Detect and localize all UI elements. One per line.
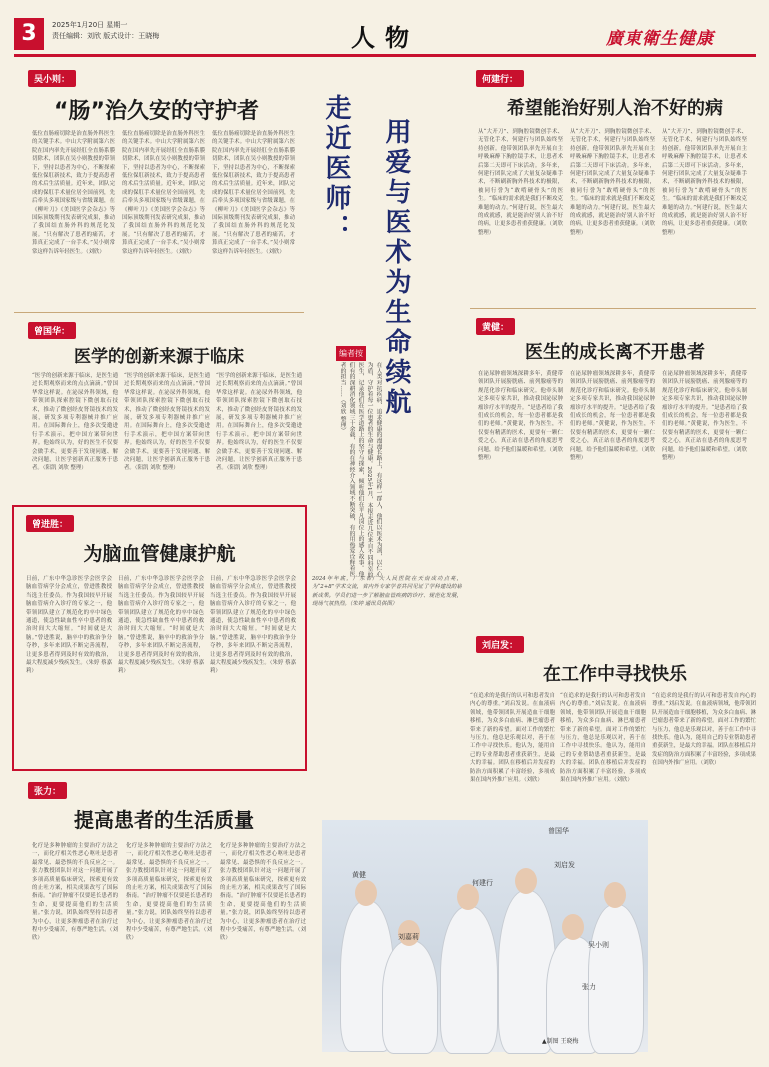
doctor-name-label: 刘嘉莉 xyxy=(398,933,419,941)
article-zeng-js xyxy=(12,505,307,771)
doctor-figure xyxy=(382,940,438,1054)
feature-title-left: 走近医师： xyxy=(321,94,351,244)
article-body: 日前，广东中华急诊医学会医学会脑血管病学分会成立，曾进胜教授当选主任委员。作为我国较早开展脑血管病介入诊疗的专家之一，他带领团队建立了规范化的卒中绿色通道，使急性缺血性卒中患者的救治时间大大缩短。“时间就是大脑。”曾进胜说，脑卒中的救治争分夺秒，多年来团队不断完善流程，让更多患者得到及时有效的救治，最大程度减少残疾发生。（朱婷 蔡嘉莉） xyxy=(26,576,112,675)
photo-credit: ▲制图 王晓梅 xyxy=(542,1038,579,1045)
article-tag: 何建行： xyxy=(476,70,524,87)
section-title: 人物 xyxy=(351,23,419,52)
doctor-face xyxy=(604,882,626,908)
article-headline: 医学的创新来源于临床 xyxy=(74,347,244,367)
article-body: 低位直肠癌切除是治直肠外科医生的关键手术。中山大学附属第六医院在国内率先开展经肛全直肠系膜切除术，团队在吴小则教授的带领下，坚持以患者为中心，不断探索低位保肛新技术，致力于提高患者的术后生活质量。近年来，团队完成的保肛手术量位居全国前列，先后牵头多项国家级与省级课题，在《柳叶刀》《美国医学会杂志》等国际顶级期刊发表研究成果，推动了我国结直肠外科的规范化发展。“只有解决了患者的痛苦，才算真正完成了一台手术。”吴小则常常这样告诉年轻医生。（刘欣） xyxy=(32,131,115,255)
masthead-text: 廣東衛生健康 xyxy=(606,29,714,49)
article-tag: 黄健： xyxy=(476,318,515,335)
article-body: 化疗是多种肿瘤的主要治疗方法之一，而化疗相关性恶心呕吐是患者最常见、最恐惧的不良反应之一。张力教授团队针对这一问题开展了多项高质量临床研究，探索更有效的止吐方案，相关成果改写了国际指南。“治疗肿瘤不仅要延长患者的生命，更要提高他们的生活质量。”张力说，团队始终坚持以患者为中心，让更多肿瘤患者在治疗过程中少受痛苦，有尊严地生活。（刘欣） xyxy=(220,843,306,942)
feature-photo-caption: 2024年年底，广东省广大人民医院在天南成功点亮，为“2+8”学术交流，省内外专家学者共同见证了学科建设的崭新成果。学员们进一步了解脑血管疾病的诊疗、规范化发展，现场气氛热烈。（朱婷 通讯员供图） xyxy=(312,576,462,608)
doctor-name-label: 何建行 xyxy=(472,879,493,887)
article-body: 从“大开刀”、到胸腔镜微创手术、无管化手术，何建行与团队始终坚持创新。他带领团队率先开展自主呼吸麻醉下胸腔镜手术，让患者术后第二天即可下床活动。多年来，何建行团队完成了大量复杂疑难手术，不断刷新胸外科技术的极限，被同行誉为“敢啃硬骨头”的医生。“临床的需求就是我们不断攻克难题的动力。”何建行说，医生最大的成就感，就是能治好别人治不好的病，让更多患者重获健康。（刘欣 整理） xyxy=(478,129,563,236)
doctor-name-label: 吴小则 xyxy=(588,941,609,949)
article-headline: 医生的成长离不开患者 xyxy=(525,342,705,363)
article-body: 化疗是多种肿瘤的主要治疗方法之一，而化疗相关性恶心呕吐是患者最常见、最恐惧的不良反应之一。张力教授团队针对这一问题开展了多项高质量临床研究，探索更有效的止吐方案，相关成果改写了国际指南。“治疗肿瘤不仅要延长患者的生命，更要提高他们的生活质量。”张力说，团队始终坚持以患者为中心，让更多肿瘤患者在治疗过程中少受痛苦，有尊严地生活。（刘欣） xyxy=(126,843,212,942)
article-headline: 在工作中寻找快乐 xyxy=(543,664,687,685)
article-body: 在泌尿肿瘤领域深耕多年，黄健带领团队开展膀胱癌、前列腺癌等的规范化诊疗和临床研究。他牵头制定多项专家共识，推动我国泌尿肿瘤诊疗水平的提升。“是患者给了我们成长的机会，每一位患者都是我们的老师。”黄健说，作为医生，不仅要有精湛的医术，更要有一颗仁爱之心，真正站在患者的角度思考问题，给予他们温暖和希望。（刘欣 整理） xyxy=(662,371,747,462)
article-body: “医学的创新来源于临床，是医生通过长期观察而来的点点滴滴。”曾国华常这样说。在泌尿外科领域，他带领团队探索腔镜下微创取石技术，推动了微创经皮肾镜技术的发展，研发多项专利器械并推广应用。在国际舞台上，他多次受邀进行手术演示，把中国方案带向世界。他始终认为，好的医生不仅要会做手术，更要善于发现问题、解决问题，让医学创新真正服务于患者。（阳凯 刘欣 整理） xyxy=(216,373,302,472)
article-body: “在追求的是我行的认可和患者发自内心的尊重。”刘启发说。在血液病领域，他带领团队开展造血干细胞移植，为众多白血病、淋巴瘤患者带来了新的希望。面对工作的繁忙与压力，他总是乐观以对，善于在工作中寻找快乐。他认为，能用自己的专业帮助患者重获新生，是最大的幸福。团队在移植后并发症的防治方面积累了丰富经验，多项成果在国内外推广应用。（刘欣） xyxy=(652,693,756,767)
editor-note-tag xyxy=(336,346,366,361)
article-body: 低位直肠癌切除是治直肠外科医生的关键手术。中山大学附属第六医院在国内率先开展经肛全直肠系膜切除术，团队在吴小则教授的带领下，坚持以患者为中心，不断探索低位保肛新技术，致力于提高患者的术后生活质量。近年来，团队完成的保肛手术量位居全国前列，先后牵头多项国家级与省级课题，在《柳叶刀》《美国医学会杂志》等国际顶级期刊发表研究成果，推动了我国结直肠外科的规范化发展。“只有解决了患者的痛苦，才算真正完成了一台手术。”吴小则常常这样告诉年轻医生。（刘欣） xyxy=(212,131,295,255)
article-body: “在追求的是我行的认可和患者发自内心的尊重。”刘启发说。在血液病领域，他带领团队开展造血干细胞移植，为众多白血病、淋巴瘤患者带来了新的希望。面对工作的繁忙与压力，他总是乐观以对，善于在工作中寻找快乐。他认为，能用自己的专业帮助患者重获新生，是最大的幸福。团队在移植后并发症的防治方面积累了丰富经验，多项成果在国内外推广应用。（刘欣） xyxy=(560,693,646,784)
article-body: 从“大开刀”、到胸腔镜微创手术、无管化手术，何建行与团队始终坚持创新。他带领团队率先开展自主呼吸麻醉下胸腔镜手术，让患者术后第二天即可下床活动。多年来，何建行团队完成了大量复杂疑难手术，不断刷新胸外科技术的极限，被同行誉为“敢啃硬骨头”的医生。“临床的需求就是我们不断攻克难题的动力。”何建行说，医生最大的成就感，就是能治好别人治不好的病，让更多患者重获健康。（刘欣 整理） xyxy=(570,129,655,236)
article-body: 化疗是多种肿瘤的主要治疗方法之一，而化疗相关性恶心呕吐是患者最常见、最恐惧的不良反应之一。张力教授团队针对这一问题开展了多项高质量临床研究，探索更有效的止吐方案，相关成果改写了国际指南。“治疗肿瘤不仅要延长患者的生命，更要提高他们的生活质量。”张力说，团队始终坚持以患者为中心，让更多肿瘤患者在治疗过程中少受痛苦，有尊严地生活。（刘欣） xyxy=(32,843,118,942)
header-divider xyxy=(14,54,756,57)
article-body: “在追求的是我行的认可和患者发自内心的尊重。”刘启发说。在血液病领域，他带领团队开展造血干细胞移植，为众多白血病、淋巴瘤患者带来了新的希望。面对工作的繁忙与压力，他总是乐观以对，善于在工作中寻找快乐。他认为，能用自己的专业帮助患者重获新生，是最大的幸福。团队在移植后并发症的防治方面积累了丰富经验，多项成果在国内外推广应用。（刘欣） xyxy=(470,693,555,784)
article-wu xyxy=(14,64,299,309)
editor-note-text: 编者按 xyxy=(339,349,363,358)
article-zeng-gh xyxy=(14,316,304,472)
article-headline: 提高患者的生活质量 xyxy=(74,808,254,832)
article-headline: 为脑血管健康护航 xyxy=(83,543,236,565)
article-zhang xyxy=(14,776,314,1056)
article-tag: 曾进胜： xyxy=(26,515,74,532)
doctors-group-photo xyxy=(322,820,648,1052)
article-body: 日前，广东中华急诊医学会医学会脑血管病学分会成立，曾进胜教授当选主任委员。作为我国较早开展脑血管病介入诊疗的专家之一，他带领团队建立了规范化的卒中绿色通道，使急性缺血性卒中患者的救治时间大大缩短。“时间就是大脑。”曾进胜说，脑卒中的救治争分夺秒，多年来团队不断完善流程，让更多患者得到及时有效的救治，最大程度减少残疾发生。（朱婷 蔡嘉莉） xyxy=(118,576,204,675)
divider xyxy=(14,312,304,313)
editor-note-body: 在人类对抗疾病、追求健康的漫漫长路上，有这样一群人，他们以医术为剑，以仁心为盾，守护着每一位患者的生命与健康。2025年1月，本报走近几位来自不同科室的医生，记录他们在医学道路上的坚守与探索，倾听他们在平凡岗位上的感人故事。他们有的深耕消化领域三十余载，有的在神经介入领域不断突破，有的用热爱诠释着医者的担当……（刘欣 整理） xyxy=(339,362,381,578)
article-body: “医学的创新来源于临床，是医生通过长期观察而来的点点滴滴。”曾国华常这样说。在泌尿外科领域，他带领团队探索腔镜下微创取石技术，推动了微创经皮肾镜技术的发展，研发多项专利器械并推广应用。在国际舞台上，他多次受邀进行手术演示，把中国方案带向世界。他始终认为，好的医生不仅要会做手术，更要善于发现问题、解决问题，让医学创新真正服务于患者。（阳凯 刘欣 整理） xyxy=(32,373,118,472)
doctor-figure xyxy=(440,906,498,1054)
masthead-logo xyxy=(606,24,756,49)
article-body: 从“大开刀”、到胸腔镜微创手术、无管化手术，何建行与团队始终坚持创新。他带领团队率先开展自主呼吸麻醉下胸腔镜手术，让患者术后第二天即可下床活动。多年来，何建行团队完成了大量复杂疑难手术，不断刷新胸外科技术的极限，被同行誉为“敢啃硬骨头”的医生。“临床的需求就是我们不断攻克难题的动力。”何建行说，医生最大的成就感，就是能治好别人治不好的病，让更多患者重获健康。（刘欣 整理） xyxy=(662,129,747,236)
doctor-face xyxy=(515,868,537,894)
article-body: 低位直肠癌切除是治直肠外科医生的关键手术。中山大学附属第六医院在国内率先开展经肛全直肠系膜切除术，团队在吴小则教授的带领下，坚持以患者为中心，不断探索低位保肛新技术，致力于提高患者的术后生活质量。近年来，团队完成的保肛手术量位居全国前列，先后牵头多项国家级与省级课题，在《柳叶刀》《美国医学会杂志》等国际顶级期刊发表研究成果，推动了我国结直肠外科的规范化发展。“只有解决了患者的痛苦，才算真正完成了一台手术。”吴小则常常这样告诉年轻医生。（刘欣） xyxy=(122,131,205,255)
divider xyxy=(470,308,756,309)
article-tag: 吴小则： xyxy=(28,70,76,87)
article-tag: 曾国华： xyxy=(28,322,76,339)
doctor-name-label: 曾国华 xyxy=(548,827,569,835)
doctor-figure xyxy=(588,904,644,1054)
article-headline: 希望能治好别人治不好的病 xyxy=(507,98,723,119)
article-tag: 刘启发： xyxy=(476,636,524,653)
editor-line: 责任编辑：刘欣 版式设计：王晓梅 xyxy=(52,32,160,40)
article-body: “医学的创新来源于临床，是医生通过长期观察而来的点点滴滴。”曾国华常这样说。在泌尿外科领域，他带领团队探索腔镜下微创取石技术，推动了微创经皮肾镜技术的发展，研发多项专利器械并推广应用。在国际舞台上，他多次受邀进行手术演示，把中国方案带向世界。他始终认为，好的医生不仅要会做手术，更要善于发现问题、解决问题，让医学创新真正服务于患者。（阳凯 刘欣 整理） xyxy=(124,373,210,472)
doctor-name-label: 张力 xyxy=(582,983,596,991)
article-body: 在泌尿肿瘤领域深耕多年，黄健带领团队开展膀胱癌、前列腺癌等的规范化诊疗和临床研究。他牵头制定多项专家共识，推动我国泌尿肿瘤诊疗水平的提升。“是患者给了我们成长的机会，每一位患者都是我们的老师。”黄健说，作为医生，不仅要有精湛的医术，更要有一颗仁爱之心，真正站在患者的角度思考问题，给予他们温暖和希望。（刘欣 整理） xyxy=(570,371,655,462)
article-huang xyxy=(470,312,760,512)
article-he xyxy=(470,64,760,309)
article-headline: “肠”治久安的守护者 xyxy=(54,99,259,124)
article-body: 日前，广东中华急诊医学会医学会脑血管病学分会成立，曾进胜教授当选主任委员。作为我国较早开展脑血管病介入诊疗的专家之一，他带领团队建立了规范化的卒中绿色通道，使急性缺血性卒中患者的救治时间大大缩短。“时间就是大脑。”曾进胜说，脑卒中的救治争分夺秒，多年来团队不断完善流程，让更多患者得到及时有效的救治，最大程度减少残疾发生。（朱婷 蔡嘉莉） xyxy=(210,576,296,675)
page-number: 3 xyxy=(14,18,44,50)
doctor-face xyxy=(355,880,377,906)
article-tag: 张力： xyxy=(28,782,67,799)
feature-title-right: 用爱与医术为生命续航 xyxy=(381,118,411,418)
doctor-name-label: 黄健 xyxy=(352,871,366,879)
article-body: 在泌尿肿瘤领域深耕多年，黄健带领团队开展膀胱癌、前列腺癌等的规范化诊疗和临床研究。他牵头制定多项专家共识，推动我国泌尿肿瘤诊疗水平的提升。“是患者给了我们成长的机会，每一位患者都是我们的老师。”黄健说，作为医生，不仅要有精湛的医术，更要有一颗仁爱之心，真正站在患者的角度思考问题，给予他们温暖和希望。（刘欣 整理） xyxy=(478,371,563,462)
date-line: 2025年1月20日 星期一 xyxy=(52,21,128,29)
doctor-name-label: 刘启发 xyxy=(554,861,575,869)
doctor-face xyxy=(562,914,584,940)
